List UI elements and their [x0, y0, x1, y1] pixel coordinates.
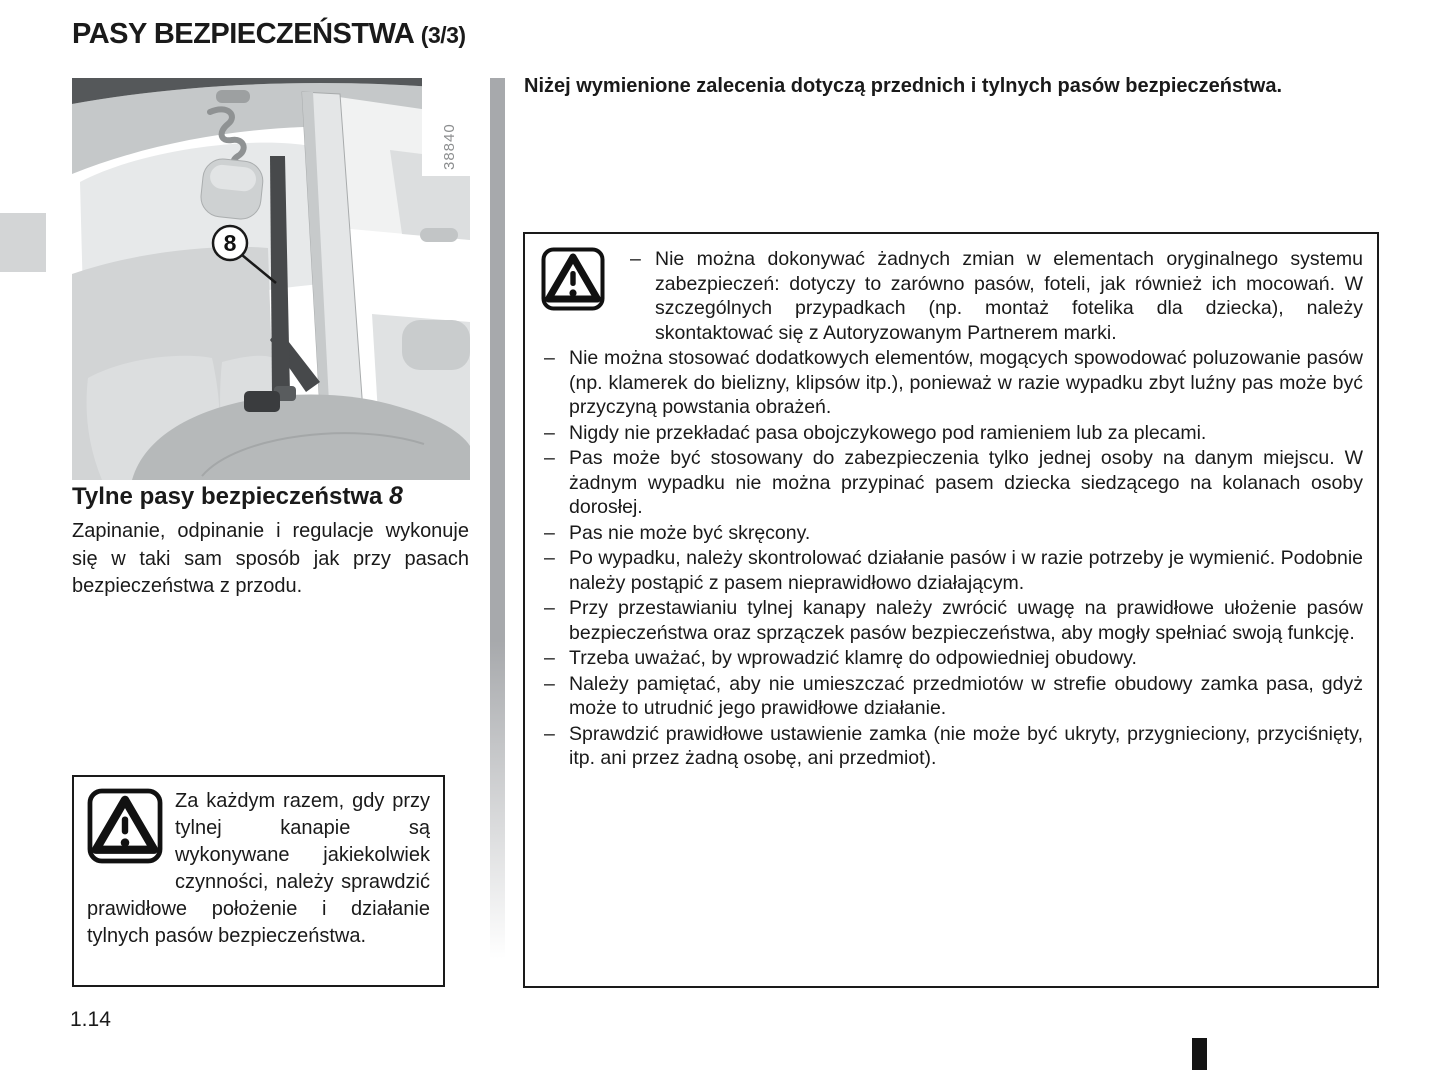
figure-rear-seat-belt: [72, 78, 470, 480]
car-interior-illustration: [72, 78, 470, 480]
bullet-dash: –: [544, 647, 555, 669]
warning-item: [539, 596, 1363, 645]
bullet-dash: –: [630, 248, 641, 270]
section-index-mark: [1192, 1038, 1207, 1070]
page-number: 1.14: [70, 1008, 111, 1031]
warning-item-text: Sprawdzić prawidłowe ustawienie zamka (nie może być ukryty, przygnieciony, przyciśnięty, itp. ani przez żadną osobę, ani przedmiot).: [569, 722, 1363, 769]
warning-item-text: Nie można dokonywać żadnych zmian w elementach oryginalnego systemu zabezpieczeń: dotyczy to zarówno pasów, foteli, jak również ich mocowań. W szczególnych przypadkach (np. montaż fotelika dla dziecka), należy skontaktować się z Autoryzowanym Partnerem marki.: [655, 248, 1363, 344]
bullet-dash: –: [544, 421, 555, 444]
section-paragraph: Zapinanie, odpinanie i regulacje wykonuje się w taki sam sposób jak przy pasach bezpieczeństwa z przodu.: [72, 520, 469, 597]
bullet-dash: –: [544, 672, 555, 695]
warning-item: [539, 672, 1363, 721]
warning-triangle-icon: [87, 788, 163, 864]
warning-item-text: Przy przestawianiu tylnej kanapy należy zwrócić uwagę na prawidłowe ułożenie pasów bezpieczeństwa oraz sprzączek pasów bezpieczeństwa, aby mogły spełniać swoją funkcję.: [569, 597, 1363, 644]
intro-paragraph: Niżej wymienione zalecenia dotyczą przednich i tylnych pasów bezpieczeństwa.: [524, 75, 1282, 97]
warning-item: [539, 421, 1363, 446]
callout-number: 8: [223, 230, 237, 256]
warning-box-main: [523, 232, 1379, 988]
warning-item-text: Nigdy nie przekładać pasa obojczykowego pod ramieniem lub za plecami.: [569, 421, 1207, 444]
section-heading-text: Tylne pasy bezpieczeństwa: [72, 483, 383, 510]
bullet-dash: –: [544, 547, 555, 569]
warning-item: [625, 247, 1363, 345]
warning-box-secondary: [72, 775, 445, 987]
warning-item: [539, 346, 1363, 420]
warning-item: [539, 546, 1363, 595]
bullet-dash: –: [544, 447, 555, 469]
warning-triangle-icon: [541, 247, 605, 311]
section-heading-ref: 8: [389, 482, 403, 510]
column-divider: [490, 78, 505, 986]
warning-item: [539, 646, 1363, 671]
bullet-dash: –: [544, 597, 555, 619]
belt-buckle: [244, 391, 280, 412]
bullet-dash: –: [544, 521, 555, 544]
warning-text: Za każdym razem, gdy przy tylnej kanapie są wykonywane jakiekolwiek czynności, należy sprawdzić prawidłowe położenie i działanie tylnych pasów bezpieczeństwa.: [87, 790, 430, 947]
warning-item-text: Pas nie może być skręcony.: [569, 521, 811, 544]
warning-item: [539, 722, 1363, 771]
section-tab-marker: [0, 213, 46, 272]
bullet-dash: –: [544, 722, 555, 745]
section-heading: [72, 482, 403, 511]
warning-item-text: Trzeba uważać, by wprowadzić klamrę do odpowiedniej obudowy.: [569, 647, 1137, 669]
warning-item-text: Nie można stosować dodatkowych elementów, mogących spowodować poluzowanie pasów (np. klamerek do bielizny, klipsów itp.), ponieważ w razie wypadku zbyt luźny pas może być przyczyną powstania obrażeń.: [569, 347, 1363, 418]
armrest: [402, 320, 470, 370]
page-title-text: PASY BEZPIECZEŃSTWA: [72, 18, 414, 50]
figure-number-label: 38840: [441, 123, 458, 170]
door-handle: [420, 228, 458, 242]
warning-list: [539, 247, 1363, 771]
page-title-suffix: (3/3): [420, 22, 466, 48]
bullet-dash: –: [544, 347, 555, 369]
warning-item-text: Pas może być stosowany do zabezpieczenia tylko jednej osoby na danym miejscu. W żadnym wypadku nie można przypinać pasem dziecka siedzącego na kolanach osoby dorosłej.: [569, 447, 1363, 518]
warning-icon-wrap: [87, 788, 175, 889]
page-title: [72, 18, 466, 51]
warning-item: [539, 446, 1363, 520]
head-restraint: [199, 157, 265, 221]
warning-item-text: Po wypadku, należy skontrolować działanie pasów i w razie potrzeby je wymienić. Podobnie należy postąpić z pasem nieprawidłowo działającym.: [569, 547, 1363, 594]
warning-item: [539, 521, 1363, 546]
warning-item-text: Należy pamiętać, aby nie umieszczać przedmiotów w strefie obudowy zamka pasa, gdyż może to utrudnić jego prawidłowe działanie.: [569, 672, 1363, 719]
dome-light: [216, 90, 250, 103]
